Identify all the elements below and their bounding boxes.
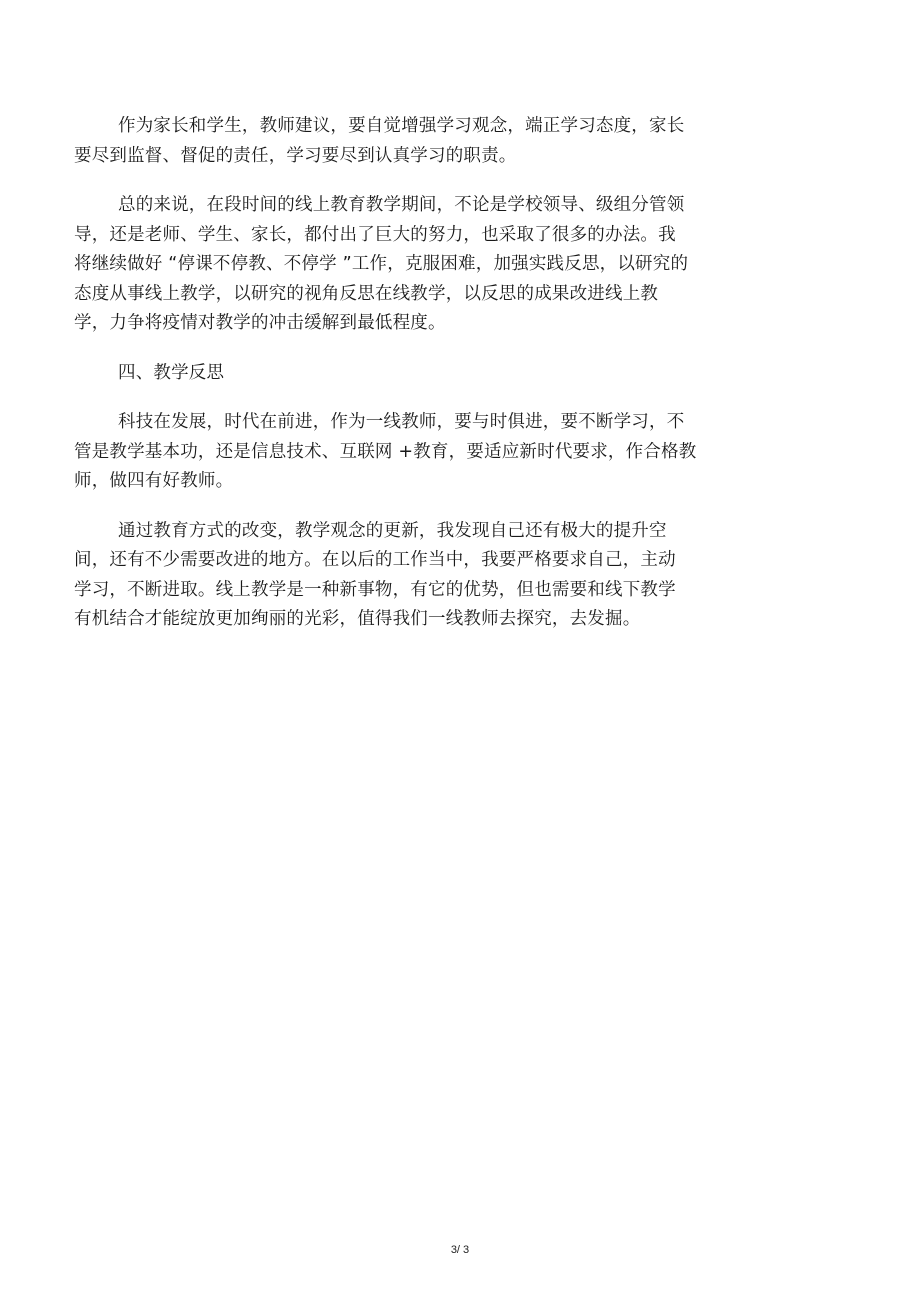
paragraph-line: 学，力争将疫情对教学的冲击缓解到最低程度。 [74, 313, 446, 333]
paragraph-line: 师，做四有好教师。 [74, 471, 234, 491]
paragraph-line: 学习，不断进取。线上教学是一种新事物，有它的优势，但也需要和线下教学 [74, 579, 676, 600]
paragraph-line: 态度从事线上教学，以研究的视角反思在线教学，以反思的成果改进线上教 [74, 283, 659, 304]
paragraph-line: 要尽到监督、督促的责任，学习要尽到认真学习的职责。 [74, 145, 517, 166]
paragraph-line: 间，还有不少需要改进的地方。在以后的工作当中，我要严格要求自己，主动 [74, 550, 676, 570]
paragraph-improvement [74, 517, 774, 635]
paragraph-line: 有机结合才能绽放更加绚丽的光彩，值得我们一线教师去探究，去发掘。 [74, 609, 641, 629]
paragraph-line: 管是教学基本功，还是信息技术、互联网 +教育，要适应新时代要求，作合格教 [74, 441, 697, 462]
paragraph-parent-advice [74, 112, 774, 171]
paragraph-line: 将继续做好 “停课不停教、不停学 ”工作，克服困难，加强实践反思，以研究的 [74, 254, 689, 274]
paragraph-line: 通过教育方式的改变，教学观念的更新，我发现自己还有极大的提升空 [118, 520, 667, 541]
section-heading-teaching-reflection [74, 359, 774, 389]
paragraph-line: 作为家长和学生，教师建议，要自觉增强学习观念，端正学习态度，家长 [118, 116, 685, 136]
paragraph-line: 导，还是老师、学生、家长，都付出了巨大的努力，也采取了很多的办法。我 [74, 224, 676, 245]
paragraph-line: 科技在发展，时代在前进，作为一线教师，要与时俱进，要不断学习，不 [118, 412, 685, 432]
page-number: 3/ 3 [450, 1244, 470, 1256]
section-heading-text: 四、教学反思 [118, 362, 225, 383]
paragraph-keep-learning [74, 408, 774, 497]
paragraph-summary [74, 191, 774, 339]
paragraph-line: 总的来说，在段时间的线上教育教学期间，不论是学校领导、级组分管领 [118, 195, 685, 215]
document-body [74, 112, 774, 655]
